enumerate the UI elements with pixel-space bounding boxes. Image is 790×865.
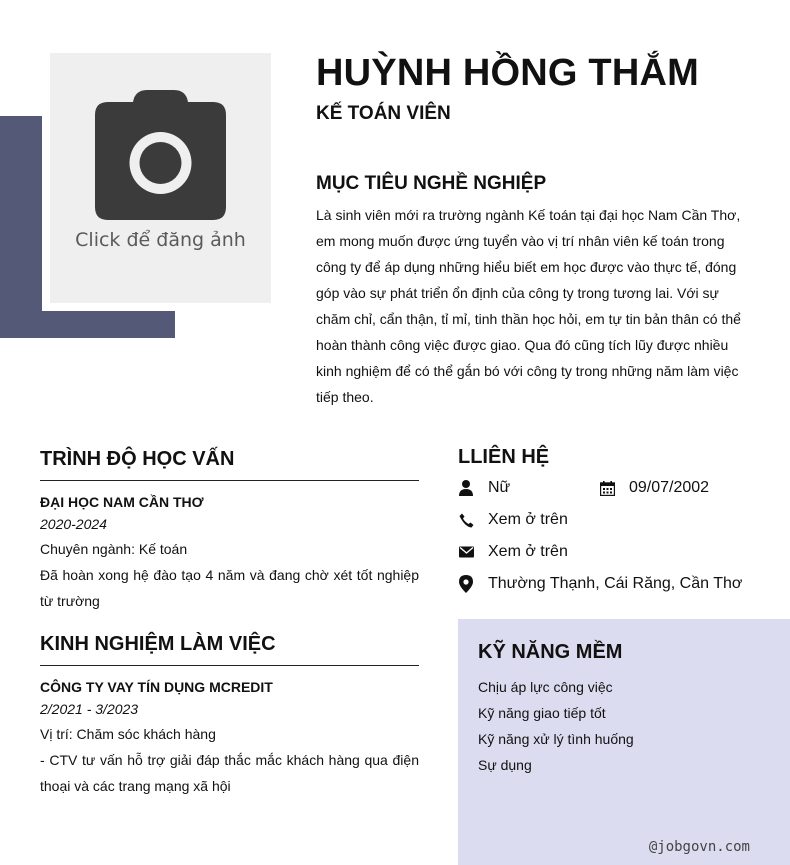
education-detail-line: Đã hoàn xong hệ đào tạo 4 năm và đang chờ xét tốt nghiệp: [40, 567, 419, 583]
skill-item: Sự dụng: [478, 757, 532, 773]
objective-line: hoàn thành công việc được giao. Qua đó cũng tích lũy được nhiều: [316, 337, 729, 353]
watermark: @jobgovn.com: [648, 839, 750, 855]
school-name: ĐẠI HỌC NAM CẦN THƠ: [40, 494, 204, 510]
map-pin-icon: [458, 576, 474, 592]
objective-line: kinh nghiệm để có thể gắn bó với công ty trong những năm làm việc: [316, 363, 739, 379]
objective-line: chăm chỉ, cẩn thận, tỉ mỉ, tinh thần học hỏi, em tự tin bản thân có thể: [316, 311, 741, 327]
objective-line: công ty để áp dụng những hiểu biết em học được vào thực tế, đóng: [316, 259, 737, 275]
experience-heading: KINH NGHIỆM LÀM VIỆC: [40, 633, 276, 655]
contact-email: [458, 543, 568, 561]
objective-line: Là sinh viên mới ra trường ngành Kế toán tại đại học Nam Cần Thơ,: [316, 207, 741, 223]
experience-detail-line: - CTV tư vấn hỗ trợ giải đáp thắc mắc khách hàng qua điện: [40, 752, 419, 768]
email-value: Xem ở trên: [488, 543, 568, 560]
skill-item: Chịu áp lực công việc: [478, 679, 613, 695]
photo-upload[interactable]: [50, 53, 271, 303]
phone-value: Xem ở trên: [488, 511, 568, 528]
calendar-icon: [599, 480, 615, 496]
address-value: Thường Thạnh, Cái Răng, Cần Thơ: [488, 575, 743, 592]
contact-phone: [458, 511, 568, 529]
education-detail-line: từ trường: [40, 593, 100, 609]
experience-divider: [40, 665, 419, 666]
education-detail: [40, 562, 419, 614]
soft-skills-list: [478, 674, 634, 778]
experience-detail-line: thoại và các trang mạng xã hội: [40, 778, 231, 794]
contact-address: [458, 575, 742, 593]
contact-birthdate: [599, 479, 709, 497]
skill-item: Kỹ năng giao tiếp tốt: [478, 705, 606, 721]
experience-period: 2/2021 - 3/2023: [40, 701, 139, 717]
contact-gender: [458, 479, 510, 497]
objective-line: em mong muốn được ứng tuyển vào vị trí nhân viên kế toán trong: [316, 233, 725, 249]
education-heading: TRÌNH ĐỘ HỌC VẤN: [40, 448, 235, 470]
job-title: KẾ TOÁN VIÊN: [316, 103, 451, 124]
experience-position: Vị trí: Chăm sóc khách hàng: [40, 726, 216, 742]
education-period: 2020-2024: [40, 516, 107, 532]
soft-skills-heading: KỸ NĂNG MỀM: [478, 641, 623, 663]
company-name: CÔNG TY VAY TÍN DỤNG MCREDIT: [40, 679, 273, 695]
soft-skills-panel: [458, 619, 790, 865]
objective-text: [316, 202, 744, 410]
phone-icon: [458, 512, 474, 528]
camera-icon: [95, 90, 226, 220]
birthdate-value: 09/07/2002: [629, 479, 710, 496]
envelope-icon: [458, 544, 474, 560]
education-divider: [40, 480, 419, 481]
photo-caption: Click để đăng ảnh: [75, 229, 246, 251]
education-entry: [40, 492, 419, 614]
objective-line: tiếp theo.: [316, 389, 374, 405]
experience-detail: [40, 747, 419, 799]
contact-heading: LLIÊN HỆ: [458, 446, 550, 468]
skill-item: Kỹ năng xử lý tình huống: [478, 731, 634, 747]
experience-entry: [40, 677, 419, 799]
person-icon: [458, 480, 474, 496]
objective-heading: MỤC TIÊU NGHỀ NGHIỆP: [316, 173, 547, 194]
objective-line: góp vào sự phát triển ổn định của công ty trong tương lai. Với sự: [316, 285, 719, 301]
candidate-name: HUỲNH HỒNG THẮM: [316, 52, 699, 94]
gender-value: Nữ: [488, 479, 511, 496]
education-major: Chuyên ngành: Kế toán: [40, 541, 188, 557]
